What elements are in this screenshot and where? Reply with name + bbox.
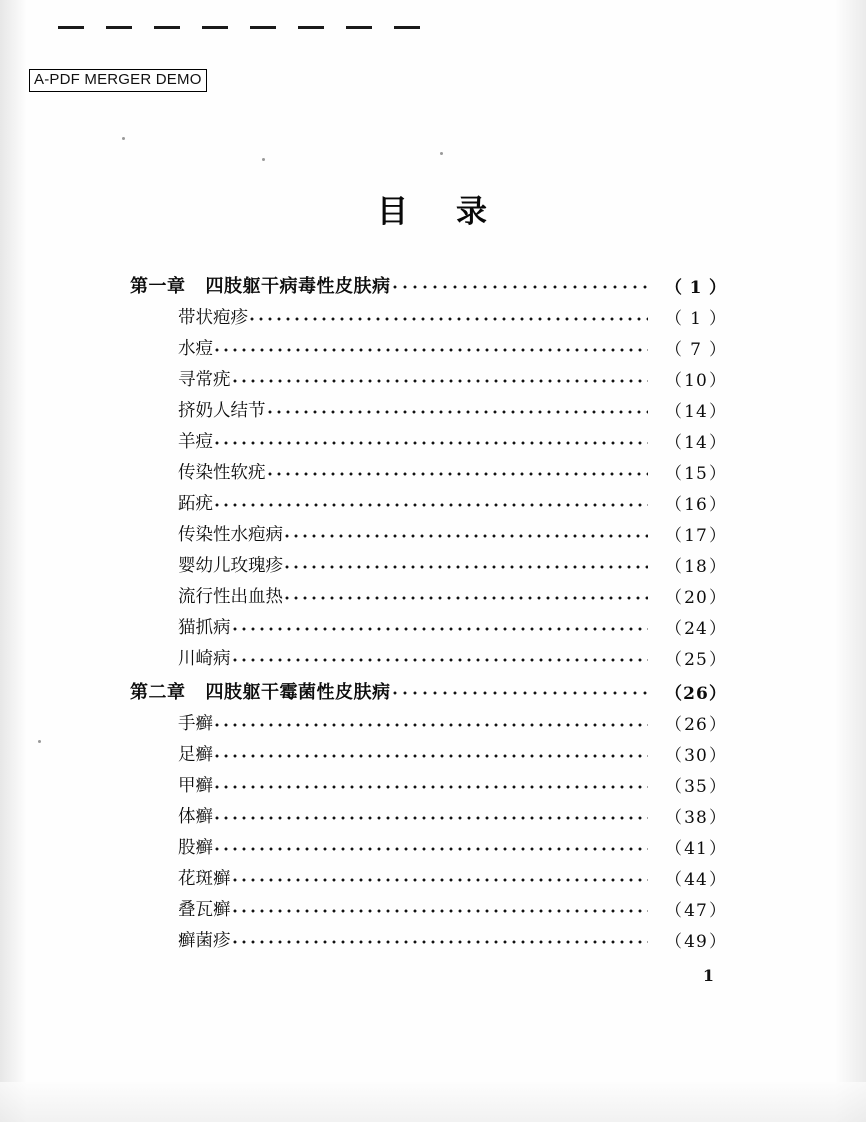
dot-leader xyxy=(215,782,648,792)
toc-page-number: （26） xyxy=(665,684,727,704)
toc-entry-row[interactable] xyxy=(178,453,742,484)
dot-leader xyxy=(268,469,649,479)
scan-speck xyxy=(122,137,125,140)
toc-page-number: （14） xyxy=(665,433,727,453)
toc-page-number-value: 35 xyxy=(684,777,708,797)
toc-page-number: （25） xyxy=(665,650,727,670)
dot-leader xyxy=(285,593,648,603)
page-title-char-right: 录 xyxy=(456,194,489,230)
table-of-contents xyxy=(130,264,742,952)
toc-entry-row[interactable] xyxy=(178,766,742,797)
dot-leader xyxy=(215,438,648,448)
toc-page-number-value: 20 xyxy=(684,588,708,608)
toc-entry-label: 寻常疣 xyxy=(178,370,231,390)
toc-page-number-value: 30 xyxy=(684,746,708,766)
toc-page-number: （41） xyxy=(665,839,727,859)
dot-leader xyxy=(250,314,648,324)
toc-page-number: （35） xyxy=(665,777,727,797)
toc-entry-label: 体癣 xyxy=(178,807,213,827)
dot-leader xyxy=(285,562,648,572)
toc-entry-row[interactable] xyxy=(178,828,742,859)
dot-leader xyxy=(268,407,649,417)
page-title xyxy=(0,186,866,231)
toc-entry-label: 带状疱疹 xyxy=(178,308,248,328)
toc-entry-label: 传染性软疣 xyxy=(178,463,266,483)
page-edge-shading-right xyxy=(836,0,866,1122)
toc-page-number: （15） xyxy=(665,464,727,484)
toc-page-number: （26） xyxy=(665,715,727,735)
toc-chapter-label xyxy=(130,678,391,704)
dot-leader xyxy=(393,688,649,698)
toc-page-number-value: 41 xyxy=(684,839,708,859)
toc-page-number: （20） xyxy=(665,588,727,608)
dot-leader xyxy=(215,345,648,355)
page-edge-shading-left xyxy=(0,0,26,1122)
toc-page-number: （44） xyxy=(665,870,727,890)
dashed-rule-marks xyxy=(58,22,438,32)
dot-leader xyxy=(215,844,648,854)
toc-entry-row[interactable] xyxy=(178,422,742,453)
dot-leader xyxy=(233,655,649,665)
toc-entry-label: 叠瓦癣 xyxy=(178,900,231,920)
toc-entry-label: 挤奶人结节 xyxy=(178,401,266,421)
scan-speck xyxy=(262,158,265,161)
toc-entry-row[interactable] xyxy=(178,515,742,546)
toc-page-number: （24） xyxy=(665,619,727,639)
toc-page-number-value: 38 xyxy=(684,808,708,828)
toc-entry-row[interactable] xyxy=(178,329,742,360)
toc-page-number-value: 25 xyxy=(684,650,708,670)
toc-page-number-value: 18 xyxy=(684,557,708,577)
toc-entry-row[interactable] xyxy=(178,298,742,329)
toc-page-number-value: 44 xyxy=(684,870,708,890)
scan-speck xyxy=(38,740,41,743)
toc-entry-row[interactable] xyxy=(178,797,742,828)
toc-entry-label: 猫抓病 xyxy=(178,618,231,638)
dot-leader xyxy=(233,937,649,947)
scan-speck xyxy=(440,152,443,155)
toc-page-number-value: 14 xyxy=(684,402,708,422)
toc-page-number-value: 26 xyxy=(684,715,708,735)
toc-page-number: （ 1 ） xyxy=(665,278,727,298)
toc-entry-row[interactable] xyxy=(178,859,742,890)
dot-leader xyxy=(215,720,648,730)
toc-chapter-label xyxy=(130,272,391,298)
toc-entry-row[interactable] xyxy=(178,608,742,639)
toc-page-number: （38） xyxy=(665,808,727,828)
folio-page-number: 1 xyxy=(702,966,714,985)
toc-entry-label: 花斑癣 xyxy=(178,869,231,889)
dot-leader xyxy=(285,531,648,541)
dot-leader xyxy=(393,282,649,292)
toc-entry-label: 足癣 xyxy=(178,745,213,765)
toc-page-number-value: 10 xyxy=(684,371,708,391)
toc-entry-label: 甲癣 xyxy=(178,776,213,796)
dot-leader xyxy=(215,500,648,510)
toc-entry-label: 水痘 xyxy=(178,339,213,359)
toc-entry-row[interactable] xyxy=(178,921,742,952)
toc-page-number-value: 1 xyxy=(690,309,702,329)
toc-page-number-value: 47 xyxy=(684,901,708,921)
toc-chapter-row[interactable] xyxy=(130,264,742,298)
toc-entry-row[interactable] xyxy=(178,484,742,515)
toc-page-number-value: 16 xyxy=(684,495,708,515)
toc-page-number: （16） xyxy=(665,495,727,515)
toc-page-number-value: 26 xyxy=(683,684,709,704)
watermark-label: A-PDF MERGER DEMO xyxy=(34,71,202,88)
toc-page-number-value: 49 xyxy=(684,932,708,952)
toc-page-number-value: 24 xyxy=(684,619,708,639)
toc-entry-row[interactable] xyxy=(178,735,742,766)
dot-leader xyxy=(215,813,648,823)
watermark-demo-badge xyxy=(29,69,207,92)
toc-page-number-value: 1 xyxy=(689,278,703,298)
toc-chapter-number: 第二章 xyxy=(130,682,186,703)
toc-entry-label: 川崎病 xyxy=(178,649,231,669)
toc-entry-label: 跖疣 xyxy=(178,494,213,514)
dot-leader xyxy=(233,376,649,386)
page-edge-shading-bottom xyxy=(0,1082,866,1122)
toc-chapter-title: 四肢躯干病毒性皮肤病 xyxy=(205,276,391,297)
toc-page-number: （17） xyxy=(665,526,727,546)
toc-entry-row[interactable] xyxy=(178,391,742,422)
toc-page-number: （30） xyxy=(665,746,727,766)
toc-entry-label: 流行性出血热 xyxy=(178,587,283,607)
toc-entry-row[interactable] xyxy=(178,704,742,735)
toc-page-number: （49） xyxy=(665,932,727,952)
toc-chapter-row[interactable] xyxy=(130,670,742,704)
toc-page-number: （ 7 ） xyxy=(665,340,727,360)
toc-chapter-title: 四肢躯干霉菌性皮肤病 xyxy=(205,682,391,703)
toc-entry-label: 羊痘 xyxy=(178,432,213,452)
toc-entry-label: 股癣 xyxy=(178,838,213,858)
toc-page-number: （ 1 ） xyxy=(665,309,727,329)
dot-leader xyxy=(233,906,649,916)
toc-page-number-value: 15 xyxy=(684,464,708,484)
toc-page-number: （47） xyxy=(665,901,727,921)
dot-leader xyxy=(233,875,649,885)
toc-entry-row[interactable] xyxy=(178,360,742,391)
toc-entry-label: 癣菌疹 xyxy=(178,931,231,951)
toc-entry-row[interactable] xyxy=(178,546,742,577)
toc-page-number-value: 17 xyxy=(684,526,708,546)
toc-entry-row[interactable] xyxy=(178,639,742,670)
toc-page-number: （10） xyxy=(665,371,727,391)
toc-entry-row[interactable] xyxy=(178,890,742,921)
dot-leader xyxy=(215,751,648,761)
toc-entry-row[interactable] xyxy=(178,577,742,608)
toc-entry-label: 婴幼儿玫瑰疹 xyxy=(178,556,283,576)
toc-page-number: （18） xyxy=(665,557,727,577)
toc-entry-label: 传染性水疱病 xyxy=(178,525,283,545)
toc-page-number-value: 7 xyxy=(690,340,702,360)
toc-entry-label: 手癣 xyxy=(178,714,213,734)
dot-leader xyxy=(233,624,649,634)
toc-page-number: （14） xyxy=(665,402,727,422)
toc-page-number-value: 14 xyxy=(684,433,708,453)
page-title-char-left: 目 xyxy=(377,194,410,230)
toc-chapter-number: 第一章 xyxy=(130,276,186,297)
